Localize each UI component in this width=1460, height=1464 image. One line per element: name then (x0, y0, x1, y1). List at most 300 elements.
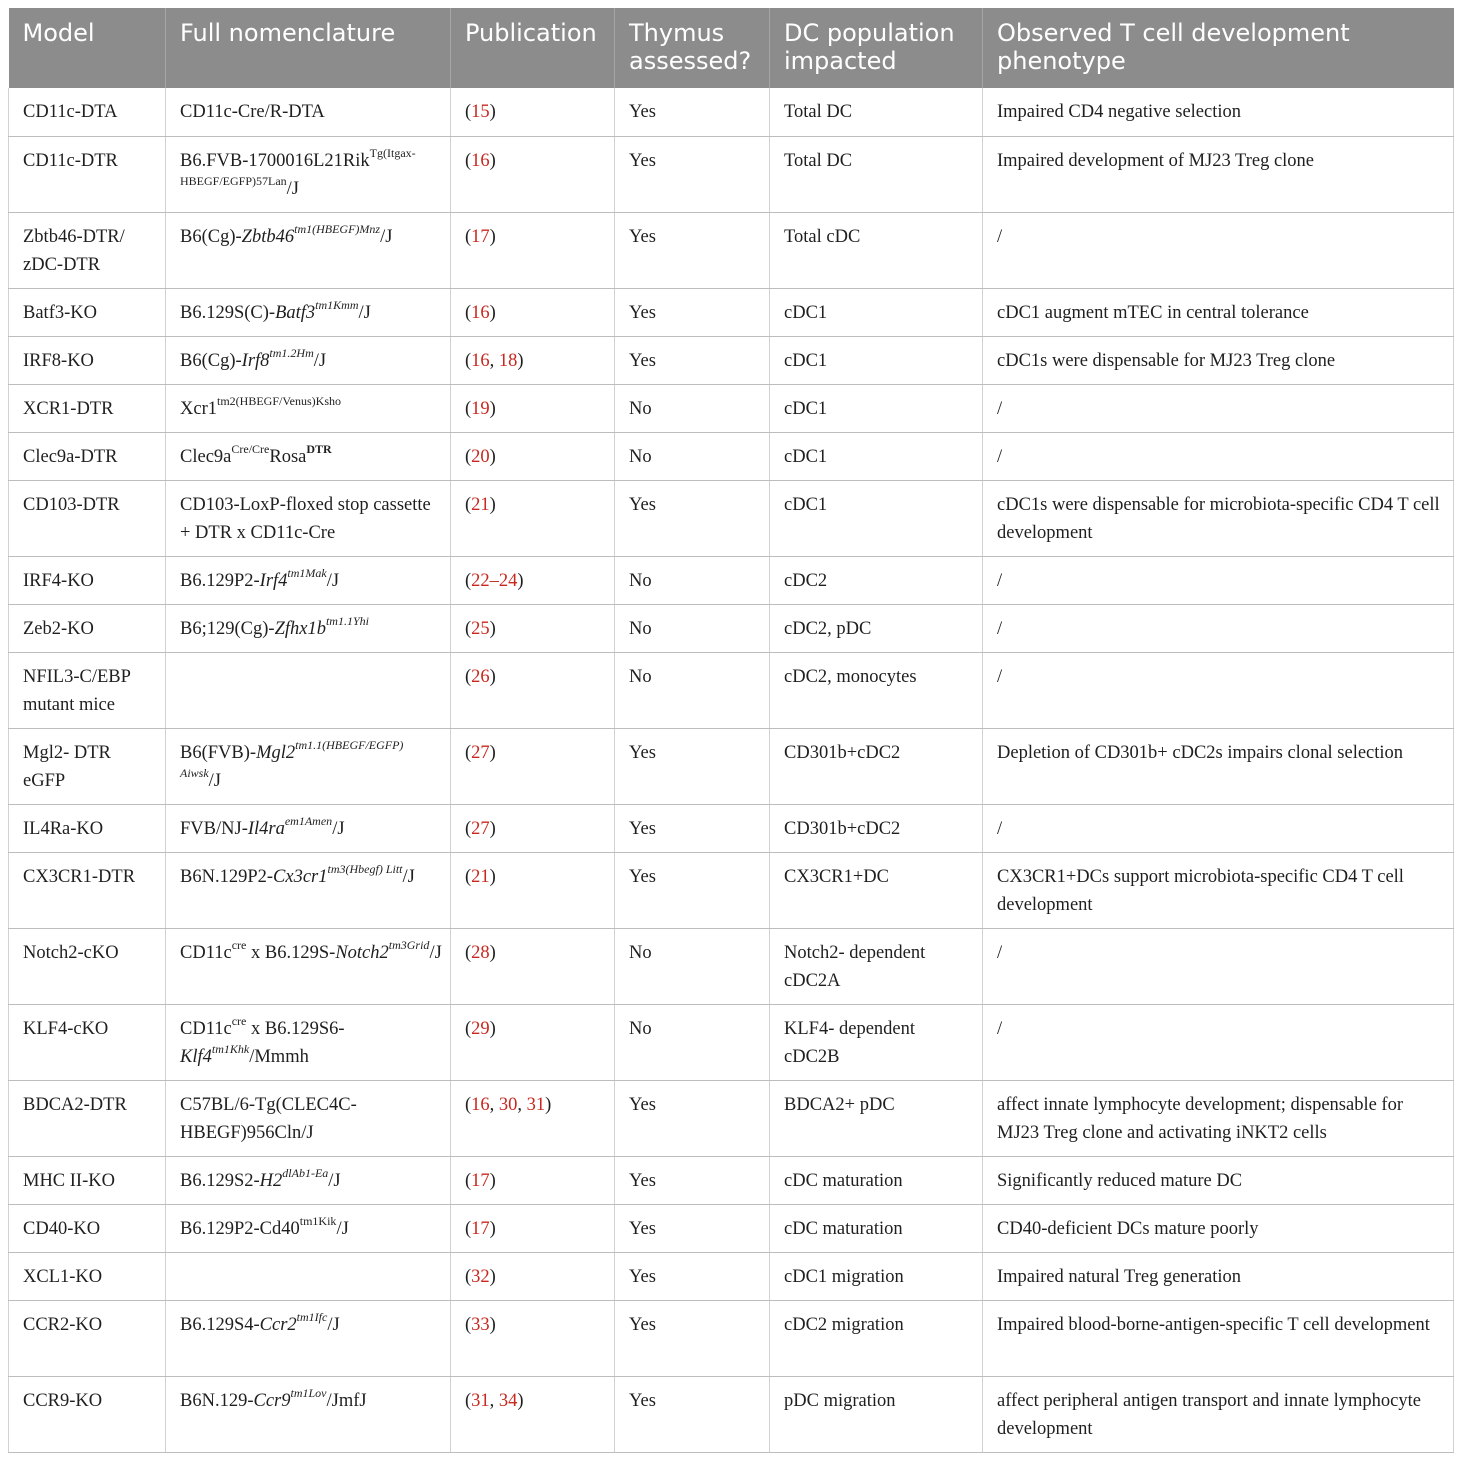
cell-phenotype: Significantly reduced mature DC (983, 1156, 1454, 1204)
cell-nomenclature (166, 1004, 451, 1080)
cell-thymus-assessed: Yes (615, 804, 770, 852)
nomenclature-gene: Batf3 (275, 302, 316, 323)
cell-thymus-assessed: Yes (615, 1252, 770, 1300)
reference-link[interactable]: 15 (471, 102, 490, 122)
cell-model: CD103-DTR (9, 480, 166, 556)
nomenclature-superscript (282, 1166, 328, 1180)
reference-link[interactable]: 17 (471, 226, 490, 247)
nomenclature-gene: Ccr2 (259, 1314, 297, 1335)
nomenclature-text: B6;129(Cg)- (180, 618, 275, 639)
cell-phenotype: / (983, 652, 1454, 728)
table-row (9, 728, 1454, 804)
nomenclature-gene: Zfhx1b (274, 618, 326, 639)
nomenclature-text: /J (358, 302, 371, 323)
cell-nomenclature (166, 1252, 451, 1300)
nomenclature-text: B6(FVB)- (180, 742, 257, 763)
cell-dc-population: cDC1 (770, 480, 983, 556)
cell-dc-population: CX3CR1+DC (770, 852, 983, 928)
nomenclature-text: /J (327, 1314, 340, 1335)
paren: ( (465, 866, 472, 887)
table-row (9, 88, 1454, 136)
cell-nomenclature (166, 1376, 451, 1452)
paren: ) (489, 866, 496, 887)
nomenclature-gene: Il4ra (247, 818, 285, 839)
nomenclature-text: B6N.129- (180, 1390, 254, 1411)
table-row (9, 480, 1454, 556)
cell-thymus-assessed: Yes (615, 728, 770, 804)
nomenclature-text: B6N.129P2- (180, 866, 274, 887)
cell-nomenclature (166, 1156, 451, 1204)
table-row (9, 1156, 1454, 1204)
nomenclature-text: B6.129P2-Cd40 (180, 1218, 300, 1239)
cell-publication (451, 1156, 615, 1204)
table-row (9, 928, 1454, 1004)
cell-thymus-assessed: Yes (615, 1080, 770, 1156)
cell-phenotype: CD40-deficient DCs mature poorly (983, 1204, 1454, 1252)
nomenclature-superscript: dlAb1-Ea (282, 1165, 329, 1180)
cell-thymus-assessed: Yes (615, 1204, 770, 1252)
nomenclature-superscript (212, 1042, 249, 1056)
cell-nomenclature (166, 212, 451, 288)
dc-models-table (8, 8, 1454, 1453)
nomenclature-superscript: Cre/Cre (231, 441, 270, 456)
cell-phenotype: / (983, 1004, 1454, 1080)
cell-dc-population: Notch2- dependent cDC2A (770, 928, 983, 1004)
nomenclature-text: /J (208, 770, 222, 791)
reference-link[interactable]: 28 (471, 942, 490, 963)
table-row (9, 212, 1454, 288)
cell-phenotype: / (983, 804, 1454, 852)
cell-nomenclature (166, 852, 451, 928)
nomenclature-text: /J (402, 866, 415, 887)
nomenclature-superscript: DTR (306, 441, 332, 456)
nomenclature-superscript (291, 1386, 327, 1400)
cell-phenotype: / (983, 556, 1454, 604)
nomenclature-superscript: tm1.1(HBEGF/EGFP) Aiwsk (180, 737, 404, 780)
cell-nomenclature (166, 928, 451, 1004)
reference-link[interactable]: 18 (498, 350, 518, 371)
nomenclature-text: /J (326, 570, 340, 591)
paren: ) (489, 398, 496, 419)
paren: ) (489, 1314, 496, 1335)
table-row (9, 1376, 1454, 1452)
nomenclature-text: B6.FVB-1700016L21Rik (180, 150, 370, 171)
nomenclature-text: CD11c (180, 1018, 232, 1039)
reference-link[interactable]: 31 (526, 1094, 546, 1115)
paren: ( (465, 1018, 472, 1039)
reference-link[interactable]: 22–24 (471, 570, 518, 591)
cell-phenotype: affect innate lymphocyte development; dispensable for MJ23 Treg clone and activating iNKT2 cells (983, 1080, 1454, 1156)
cell-model: IRF4-KO (9, 556, 166, 604)
nomenclature-text: Xcr1 (180, 398, 217, 419)
header-thymus-assessed: Thymus assessed? (615, 8, 770, 88)
paren: ( (465, 570, 472, 591)
nomenclature-superscript: tm2(HBEGF/Venus)Ksho (216, 393, 341, 408)
nomenclature-superscript: tm1.1Yhi (325, 613, 369, 628)
nomenclature-superscript: tm3(Hbegf) Litt (327, 861, 403, 876)
nomenclature-superscript (269, 346, 313, 360)
cell-dc-population: Total DC (770, 88, 983, 136)
cell-nomenclature (166, 88, 451, 136)
cell-thymus-assessed: Yes (615, 480, 770, 556)
cell-dc-population: KLF4- dependent cDC2B (770, 1004, 983, 1080)
paren: ( (465, 818, 472, 839)
separator: , (517, 1094, 527, 1115)
paren: ( (465, 1266, 472, 1287)
cell-publication (451, 556, 615, 604)
paren: ( (465, 446, 472, 467)
paren: ( (465, 618, 472, 639)
cell-thymus-assessed: No (615, 556, 770, 604)
cell-phenotype: Impaired blood-borne-antigen-specific T cell development (983, 1300, 1454, 1376)
cell-nomenclature (166, 728, 451, 804)
nomenclature-text: C57BL/6-Tg(CLEC4C-HBEGF)956Cln/J (180, 1094, 357, 1143)
cell-model: IRF8-KO (9, 336, 166, 384)
nomenclature-text: B6(Cg)- (180, 350, 242, 371)
nomenclature-superscript: tm1.2Hm (269, 345, 314, 360)
cell-model: Zbtb46-DTR/ zDC-DTR (9, 212, 166, 288)
nomenclature-text: /J (429, 942, 442, 963)
cell-thymus-assessed: Yes (615, 1156, 770, 1204)
cell-publication (451, 1080, 615, 1156)
paren: ) (489, 742, 496, 763)
reference-link[interactable]: 30 (498, 1094, 518, 1115)
paren: ) (489, 942, 496, 963)
paren: ) (489, 1018, 496, 1039)
table-row (9, 1300, 1454, 1376)
cell-phenotype: CX3CR1+DCs support microbiota-specific CD4 T cell development (983, 852, 1454, 928)
cell-thymus-assessed: Yes (615, 1376, 770, 1452)
table-row (9, 852, 1454, 928)
table-row (9, 604, 1454, 652)
cell-phenotype: cDC1 augment mTEC in central tolerance (983, 288, 1454, 336)
reference-link[interactable]: 16 (471, 350, 490, 371)
paren: ( (465, 150, 472, 171)
nomenclature-superscript: tm1Lov (290, 1385, 327, 1400)
nomenclature-superscript: cre (231, 1013, 247, 1028)
paren: ) (489, 150, 496, 171)
nomenclature-superscript (294, 222, 380, 236)
nomenclature-text: FVB/NJ- (180, 818, 248, 839)
nomenclature-superscript: tm3Grid (388, 937, 430, 952)
paren: ( (465, 742, 472, 763)
cell-dc-population: cDC2, pDC (770, 604, 983, 652)
paren: ) (489, 1218, 496, 1239)
cell-model: Zeb2-KO (9, 604, 166, 652)
nomenclature-superscript (306, 442, 331, 456)
cell-nomenclature (166, 1080, 451, 1156)
paren: ) (489, 302, 496, 323)
nomenclature-superscript: Tg(Itgax-HBEGF/EGFP)57Lan (180, 145, 416, 188)
nomenclature-superscript (326, 614, 369, 628)
paren: ( (465, 350, 472, 371)
cell-publication (451, 336, 615, 384)
paren: ( (465, 1094, 472, 1115)
paren: ) (517, 350, 524, 371)
cell-thymus-assessed: No (615, 432, 770, 480)
cell-phenotype: / (983, 212, 1454, 288)
reference-link[interactable]: 21 (471, 494, 490, 515)
nomenclature-gene: H2 (259, 1170, 283, 1191)
nomenclature-text: B6.129P2- (180, 570, 260, 591)
paren: ) (489, 494, 496, 515)
paren: ) (489, 1170, 496, 1191)
cell-phenotype: / (983, 384, 1454, 432)
cell-publication (451, 136, 615, 212)
paren: ) (489, 618, 496, 639)
paren: ) (489, 818, 496, 839)
cell-model: XCL1-KO (9, 1252, 166, 1300)
nomenclature-text: CD103-LoxP-floxed stop cassette + DTR x CD11c-Cre (180, 494, 431, 543)
cell-model: CX3CR1-DTR (9, 852, 166, 928)
cell-thymus-assessed: Yes (615, 212, 770, 288)
reference-link[interactable]: 16 (471, 302, 490, 323)
header-row (9, 8, 1454, 88)
cell-phenotype: affect peripheral antigen transport and innate lymphocyte development (983, 1376, 1454, 1452)
reference-link[interactable]: 34 (498, 1390, 518, 1411)
cell-model: KLF4-cKO (9, 1004, 166, 1080)
header-dc-population: DC population impacted (770, 8, 983, 88)
nomenclature-text: /J (328, 1170, 341, 1191)
paren: ( (465, 1314, 472, 1335)
header-phenotype: Observed T cell development phenotype (983, 8, 1454, 88)
cell-publication (451, 1204, 615, 1252)
nomenclature-text: x B6.129S6- (246, 1018, 345, 1039)
cell-model: CD11c-DTA (9, 88, 166, 136)
cell-dc-population: cDC2, monocytes (770, 652, 983, 728)
cell-publication (451, 1376, 615, 1452)
table-row (9, 336, 1454, 384)
nomenclature-text: B6.129S(C)- (180, 302, 276, 323)
cell-dc-population: cDC1 migration (770, 1252, 983, 1300)
reference-link[interactable]: 27 (471, 742, 490, 763)
cell-nomenclature (166, 604, 451, 652)
nomenclature-gene: Ccr9 (253, 1390, 291, 1411)
paren: ( (465, 226, 472, 247)
nomenclature-text: B6.129S2- (180, 1170, 260, 1191)
nomenclature-superscript (315, 298, 358, 312)
cell-model: Notch2-cKO (9, 928, 166, 1004)
cell-phenotype: Depletion of CD301b+ cDC2s impairs clonal selection (983, 728, 1454, 804)
cell-model: BDCA2-DTR (9, 1080, 166, 1156)
cell-nomenclature (166, 288, 451, 336)
reference-link[interactable]: 31 (471, 1390, 490, 1411)
cell-nomenclature (166, 336, 451, 384)
separator: , (489, 1094, 499, 1115)
table-row (9, 384, 1454, 432)
cell-thymus-assessed: No (615, 384, 770, 432)
nomenclature-gene: Zbtb46 (241, 226, 295, 247)
reference-link[interactable]: 20 (471, 446, 490, 467)
paren: ( (465, 1390, 472, 1411)
cell-thymus-assessed: Yes (615, 1300, 770, 1376)
cell-thymus-assessed: Yes (615, 136, 770, 212)
cell-publication (451, 1252, 615, 1300)
nomenclature-gene: Irf8 (241, 350, 270, 371)
paren: ) (489, 666, 496, 687)
reference-link[interactable]: 19 (471, 398, 490, 419)
cell-dc-population: cDC maturation (770, 1156, 983, 1204)
nomenclature-text: /J (380, 226, 393, 247)
nomenclature-text: B6.129S4- (180, 1314, 260, 1335)
cell-phenotype: cDC1s were dispensable for microbiota-specific CD4 T cell development (983, 480, 1454, 556)
cell-dc-population: cDC1 (770, 336, 983, 384)
nomenclature-text: Rosa (269, 446, 307, 467)
nomenclature-text: /Mmmh (249, 1046, 309, 1067)
reference-link[interactable]: 29 (471, 1018, 490, 1039)
reference-link[interactable]: 25 (471, 618, 490, 639)
paren: ) (489, 1266, 496, 1287)
table-row (9, 1080, 1454, 1156)
nomenclature-text: x B6.129S- (246, 942, 336, 963)
nomenclature-superscript (389, 938, 430, 952)
reference-link[interactable]: 16 (471, 1094, 490, 1115)
cell-phenotype: Impaired CD4 negative selection (983, 88, 1454, 136)
paren: ) (489, 102, 496, 122)
reference-link[interactable]: 26 (471, 666, 490, 687)
cell-model: Batf3-KO (9, 288, 166, 336)
reference-link[interactable]: 21 (471, 866, 490, 887)
nomenclature-text: /J (313, 350, 327, 371)
reference-link[interactable]: 33 (471, 1314, 490, 1335)
cell-publication (451, 88, 615, 136)
cell-publication (451, 384, 615, 432)
table-row (9, 136, 1454, 212)
table-row (9, 652, 1454, 728)
cell-thymus-assessed: No (615, 652, 770, 728)
cell-publication (451, 480, 615, 556)
cell-phenotype: Impaired development of MJ23 Treg clone (983, 136, 1454, 212)
header-full-nomenclature: Full nomenclature (166, 8, 451, 88)
cell-dc-population: Total DC (770, 136, 983, 212)
cell-phenotype: / (983, 604, 1454, 652)
cell-model: CD11c-DTR (9, 136, 166, 212)
cell-nomenclature (166, 136, 451, 212)
nomenclature-superscript: tm1(HBEGF)Mnz (294, 221, 381, 236)
nomenclature-gene: Mgl2 (256, 742, 296, 763)
cell-nomenclature (166, 652, 451, 728)
cell-thymus-assessed: Yes (615, 88, 770, 136)
cell-model: NFIL3-C/EBP mutant mice (9, 652, 166, 728)
cell-model: Mgl2- DTR eGFP (9, 728, 166, 804)
nomenclature-superscript: em1Amen (284, 813, 333, 828)
cell-publication (451, 432, 615, 480)
paren: ( (465, 302, 472, 323)
nomenclature-text: CD11c (180, 942, 232, 963)
nomenclature-superscript (287, 566, 326, 580)
nomenclature-text: /JmfJ (326, 1390, 367, 1411)
reference-link[interactable]: 17 (471, 1170, 490, 1191)
paren: ( (465, 666, 472, 687)
cell-model: Clec9a-DTR (9, 432, 166, 480)
paren: ( (465, 1170, 472, 1191)
cell-dc-population: CD301b+cDC2 (770, 804, 983, 852)
separator: , (489, 350, 499, 371)
cell-phenotype: Impaired natural Treg generation (983, 1252, 1454, 1300)
cell-model: MHC II-KO (9, 1156, 166, 1204)
paren: ( (465, 942, 472, 963)
table-row (9, 1004, 1454, 1080)
cell-publication (451, 288, 615, 336)
paren: ( (465, 398, 472, 419)
separator: , (489, 1390, 499, 1411)
cell-dc-population: cDC1 (770, 384, 983, 432)
nomenclature-gene: Klf4 (180, 1046, 212, 1067)
cell-publication (451, 928, 615, 1004)
cell-nomenclature (166, 556, 451, 604)
table-container (8, 8, 1453, 1453)
table-row (9, 432, 1454, 480)
nomenclature-superscript: cre (231, 937, 247, 952)
paren: ) (489, 226, 496, 247)
paren: ( (465, 1218, 472, 1239)
cell-phenotype: / (983, 928, 1454, 1004)
cell-publication (451, 212, 615, 288)
cell-dc-population: pDC migration (770, 1376, 983, 1452)
table-row (9, 804, 1454, 852)
nomenclature-superscript (285, 814, 332, 828)
cell-publication (451, 804, 615, 852)
cell-dc-population: CD301b+cDC2 (770, 728, 983, 804)
cell-dc-population: BDCA2+ pDC (770, 1080, 983, 1156)
paren: ) (545, 1094, 552, 1115)
cell-publication (451, 652, 615, 728)
cell-dc-population: cDC maturation (770, 1204, 983, 1252)
table-row (9, 556, 1454, 604)
reference-link[interactable]: 16 (471, 150, 490, 171)
paren: ( (465, 102, 472, 122)
cell-model: CCR2-KO (9, 1300, 166, 1376)
cell-publication (451, 1004, 615, 1080)
cell-publication (451, 604, 615, 652)
table-row (9, 288, 1454, 336)
nomenclature-gene: Notch2 (335, 942, 389, 963)
nomenclature-text: CD11c-Cre/R-DTA (180, 102, 325, 122)
cell-nomenclature (166, 480, 451, 556)
cell-dc-population: cDC2 (770, 556, 983, 604)
cell-thymus-assessed: No (615, 928, 770, 1004)
cell-thymus-assessed: Yes (615, 852, 770, 928)
cell-model: XCR1-DTR (9, 384, 166, 432)
nomenclature-text: /J (332, 818, 345, 839)
cell-nomenclature (166, 1204, 451, 1252)
paren: ) (517, 1390, 524, 1411)
nomenclature-superscript: tm1Khk (211, 1041, 250, 1056)
cell-nomenclature (166, 1300, 451, 1376)
cell-thymus-assessed: No (615, 1004, 770, 1080)
reference-link[interactable]: 17 (471, 1218, 490, 1239)
nomenclature-superscript (297, 1310, 328, 1324)
cell-phenotype: cDC1s were dispensable for MJ23 Treg clone (983, 336, 1454, 384)
cell-publication (451, 728, 615, 804)
paren: ) (489, 446, 496, 467)
cell-publication (451, 1300, 615, 1376)
nomenclature-superscript: tm1Mak (287, 565, 327, 580)
nomenclature-text: /J (286, 178, 300, 199)
cell-dc-population: cDC1 (770, 288, 983, 336)
nomenclature-gene: Irf4 (259, 570, 288, 591)
reference-link[interactable]: 32 (471, 1266, 490, 1287)
cell-nomenclature (166, 384, 451, 432)
cell-thymus-assessed: No (615, 604, 770, 652)
cell-dc-population: Total cDC (770, 212, 983, 288)
paren: ( (465, 494, 472, 515)
nomenclature-superscript: tm1Kik (299, 1213, 337, 1228)
header-model: Model (9, 8, 166, 88)
cell-thymus-assessed: Yes (615, 336, 770, 384)
cell-dc-population: cDC2 migration (770, 1300, 983, 1376)
reference-link[interactable]: 27 (471, 818, 490, 839)
